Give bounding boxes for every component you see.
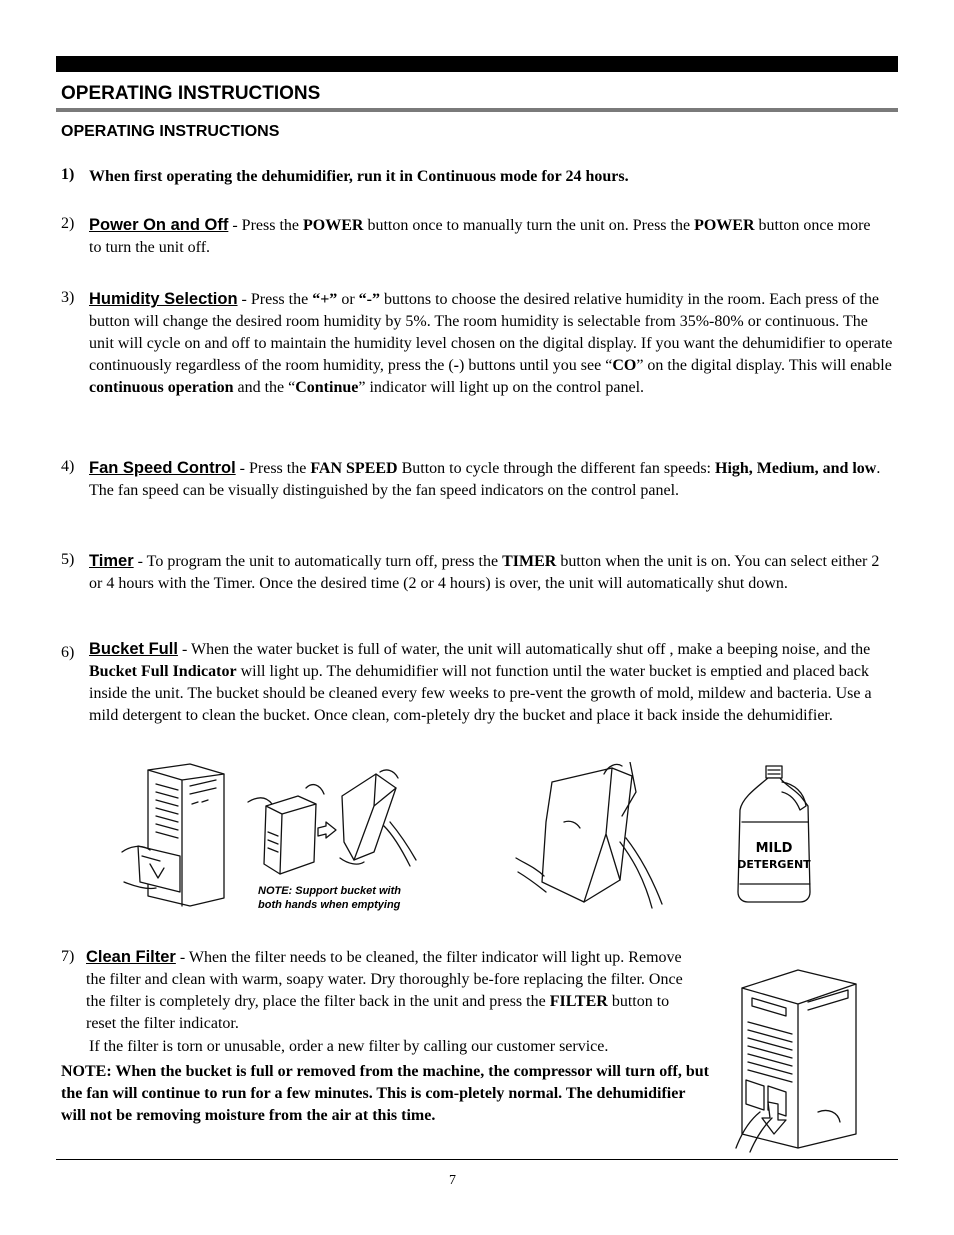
text-run: and the “ (233, 379, 296, 396)
bold-run: Bucket Full Indicator (89, 663, 237, 680)
item-title: Power On and Off (89, 216, 229, 234)
bold-run: High, Medium, and low (715, 460, 877, 477)
detergent-label-line1: MILD (755, 841, 793, 856)
bold-run: Continue (295, 379, 359, 396)
item-number: 6) (61, 644, 75, 661)
item-title: Clean Filter (86, 948, 176, 966)
item-number: 2) (61, 215, 75, 232)
item-3-text (89, 288, 895, 399)
item-number: 4) (61, 458, 75, 475)
bold-run: CO (612, 357, 637, 374)
item-7-text (86, 946, 702, 1035)
item-2-text (89, 214, 879, 259)
item-number: 3) (61, 289, 75, 306)
text-run: or (337, 291, 359, 308)
bold-run: - (453, 357, 459, 374)
header-bar (56, 56, 898, 72)
bucket-pouring-illustration (512, 762, 674, 914)
item-title: Fan Speed Control (89, 459, 236, 477)
text-run: - Press the (228, 217, 303, 234)
bold-run: POWER (694, 217, 755, 234)
text-run: - When the filter needs to be cleaned, the filter indicator will light up. Remove the filter and clean with warm, soapy water. Dry thoroughly be-fore replacing the filter. Once the filter is completely dry, place the filter back in the unit and press the (86, 949, 683, 1010)
text-run: - When the water bucket is full of water, the unit will automatically shut off , make a beeping noise, and the (177, 641, 871, 658)
item-4-text (89, 457, 884, 502)
caption-line: NOTE: Support bucket with (258, 885, 401, 897)
page-number: 7 (449, 1173, 456, 1188)
item-title: Bucket Full (89, 640, 178, 658)
item-7-extra: If the filter is torn or unusable, order a new filter by calling our customer service. (89, 1038, 609, 1055)
item-number: 5) (61, 551, 75, 568)
title-rule (56, 108, 898, 112)
item-6-text (89, 638, 895, 727)
item-number: 1) (61, 166, 75, 183)
detergent-bottle-illustration (736, 762, 816, 904)
section-heading: OPERATING INSTRUCTIONS (61, 123, 280, 140)
bold-run: FAN SPEED (310, 460, 398, 477)
text-run: . The fan speed can be visually distinguished by the fan speed indicators on the control panel. (89, 460, 881, 499)
bucket-emptying-illustration (244, 766, 420, 882)
text-run: button once more to turn the unit off. (89, 217, 871, 256)
text-run: - To program the unit to automatically turn off, press the (133, 553, 503, 570)
item-title: Timer (89, 552, 134, 570)
bold-run: “-” (358, 291, 380, 308)
footer-rule (56, 1159, 898, 1160)
item-title: Humidity Selection (89, 290, 238, 308)
item-1-text: When first operating the dehumidifier, run it in Continuous mode for 24 hours. (89, 168, 629, 185)
text-run: buttons to choose the desired relative humidity in the room. Each press of the button will change the desired room humidity by 5%. The room humidity is selectable from 35%-80% or continuous. The unit will cycle on and off to maintain the humidity level chosen on the digital display. If you want the dehumidifier to operate continuously regardless of the room humidity, press the ( (89, 291, 893, 374)
bold-run: continuous operation (89, 379, 234, 396)
text-run: ” on the digital display. This will enable (636, 357, 892, 374)
bold-run: POWER (303, 217, 364, 234)
page-title: OPERATING INSTRUCTIONS (61, 83, 321, 104)
text-run: ” indicator will light up on the control panel. (358, 379, 645, 396)
text-run: - Press the (235, 460, 311, 477)
bold-run: TIMER (502, 553, 557, 570)
detergent-label-line2: DETERGENT (737, 858, 811, 871)
bold-run: FILTER (549, 993, 608, 1010)
text-run: button to reset the filter indicator. (86, 993, 670, 1032)
item-5-text (89, 550, 884, 595)
note-text: NOTE: When the bucket is full or removed from the machine, the compressor will turn off, but the fan will continue to run for a few minutes. This is com-pletely normal. The dehumidifier will not be removing moisture from the air at this time. (61, 1063, 709, 1124)
text-run: button when the unit is on. You can select either 2 or 4 hours with the Timer. Once the desired time (2 or 4 hours) is over, the unit will automatically shut down. (89, 553, 880, 592)
dehumidifier-bucket-illustration (120, 760, 232, 910)
text-run: will light up. The dehumidifier will not function until the water bucket is emptied and placed back inside the unit. The bucket should be cleaned every few weeks to pre-vent the growth of mold, mildew and bacteria. Use a mild detergent to clean the bucket. Once clean, com-pletely dry the bucket and place it back inside the dehumidifier. (89, 663, 872, 724)
item-number: 7) (61, 948, 75, 965)
text-run: - Press the (237, 291, 313, 308)
caption-line: both hands when emptying (258, 899, 401, 911)
text-run: ) buttons until you see “ (459, 357, 613, 374)
text-run: button once to manually turn the unit on. Press the (363, 217, 695, 234)
bold-run: “+” (312, 291, 338, 308)
filter-removal-illustration (728, 962, 870, 1154)
text-run: Button to cycle through the different fan speeds: (397, 460, 715, 477)
figure-caption (258, 884, 401, 912)
